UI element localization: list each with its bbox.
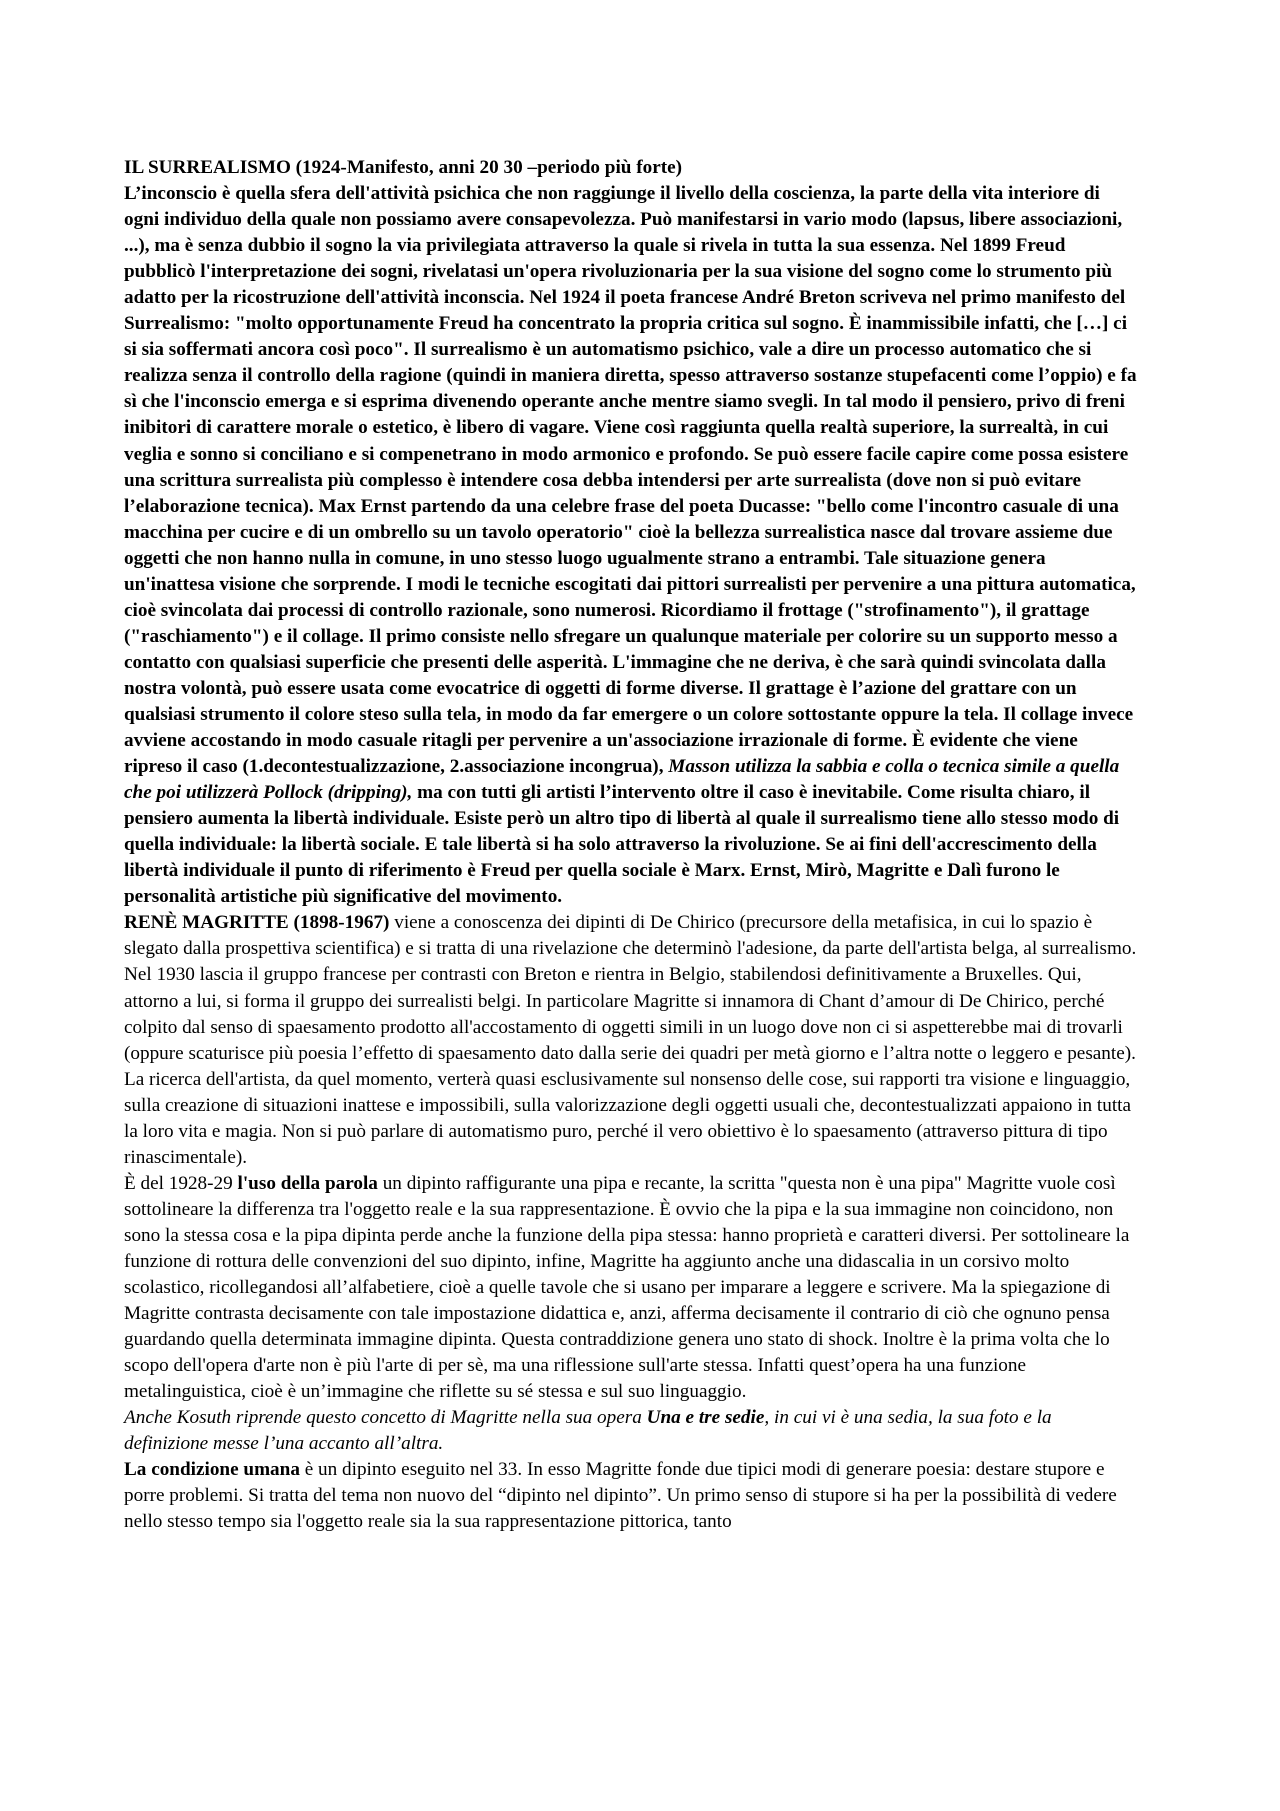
paragraph-magritte	[124, 910, 1138, 1170]
bold-text: l'uso della parola	[237, 1172, 378, 1194]
paragraph-uso-della-parola	[124, 1171, 1138, 1405]
paragraph-text: viene a conoscenza dei dipinti di De Chirico (precursore della metafisica, in cui lo spazio è slegato dalla prospettiva scientifica) e si tratta di una rivelazione che determinò l'adesione, da parte dell'artista belga, al surrealismo. Nel 1930 lascia il gruppo francese per contrasti con Breton e rientra in Belgio, stabilendosi definitivamente a Bruxelles. Qui, attorno a lui, si forma il gruppo dei surrealisti belgi. In particolare Magritte si innamora di Chant d’amour di De Chirico, perché colpito dal senso di spaesamento prodotto all'accostamento di oggetti simili in un luogo dove non ci si aspetterebbe mai di trovarli (oppure scaturisce più poesia l’effetto di spaesamento dato dalla serie dei quadri per metà giorno e l’altra notte o leggero e pesante). La ricerca dell'artista, da quel momento, verterà quasi esclusivamente sul nonsenso delle cose, sui rapporti tra visione e linguaggio, sulla creazione di situazioni inattese e impossibili, sulla valorizzazione degli oggetti usuali che, decontestualizzati appaiono in tutta la loro vita e magia. Non si può parlare di automatismo puro, perché il vero obiettivo è lo spaesamento (attraverso pittura di tipo rinascimentale).	[124, 912, 1137, 1168]
paragraph-kosuth	[124, 1405, 1138, 1457]
section-lead: La condizione umana	[124, 1459, 300, 1481]
italic-text: Masson utilizza la sabbia e colla o tecnica simile a quella che poi utilizzerà Pollock (dripping),	[124, 756, 1120, 804]
paragraph-text: è un dipinto eseguito nel 33. In esso Magritte fonde due tipici modi di generare poesia: destare stupore e porre problemi. Si tratta del tema non nuovo del “dipinto nel dipinto”. Un primo senso di stupore si ha per la possibilità di vedere nello stesso tempo sia l'oggetto reale sia la sua rappresentazione pittorica, tanto	[124, 1459, 1117, 1533]
paragraph-end: , in cui vi è una sedia, la sua foto e la definizione messe l’una accanto all’altra.	[124, 1407, 1052, 1455]
paragraph-text: un dipinto raffigurante una pipa e recante, la scritta "questa non è una pipa" Magritte vuole così sottolineare la differenza tra l'oggetto reale e la sua rappresentazione. È ovvio che la pipa e la sua immagine non coincidono, non sono la stessa cosa e la pipa dipinta perde anche la funzione della pipa stessa: hanno proprietà e caratteri diversi. Per sottolineare la funzione di rottura delle convenzioni del suo dipinto, infine, Magritte ha aggiunto anche una didascalia in un corsivo molto scolastico, ricollegandosi all’alfabetiere, cioè a quelle tavole che si usano per imparare a leggere e scrivere. Ma la spiegazione di Magritte contrasta decisamente con tale impostazione didattica e, anzi, afferma decisamente il contrario di ciò che ognuno pensa guardando quella determinata immagine dipinta. Questa contraddizione genera uno stato di shock. Inoltre è la prima volta che lo scopo dell'opera d'arte non è più l'arte di per sè, ma una riflessione sull'arte stessa. Infatti quest’opera ha una funzione metalinguistica, cioè è un’immagine che riflette su sé stessa e sul suo linguaggio.	[124, 1172, 1130, 1403]
bold-text: Una e tre sedie	[646, 1407, 765, 1429]
paragraph-text-end: ma con tutti gli artisti l’intervento oltre il caso è inevitabile. Come risulta chiaro, il pensiero aumenta la libertà individuale. Esiste però un altro tipo di libertà al quale il surrealismo tiene allo stesso modo di quella individuale: la libertà sociale. E tale libertà si ha solo attraverso la rivoluzione. Se ai fini dell'accrescimento della libertà individuale il punto di riferimento è Freud per quella sociale è Marx. Ernst, Mirò, Magritte e Dalì furono le personalità artistiche più significative del movimento.	[124, 782, 1120, 908]
document-body	[124, 155, 1138, 1535]
paragraph-start: È del 1928-29	[124, 1172, 238, 1194]
paragraph-start: Anche Kosuth riprende questo concetto di Magritte nella sua opera	[124, 1407, 647, 1429]
section-title: IL SURREALISMO	[124, 157, 291, 178]
section-lead: RENÈ MAGRITTE (1898-1967)	[124, 912, 390, 934]
paragraph-condizione-umana	[124, 1457, 1138, 1535]
paragraph-surrealismo	[124, 155, 1138, 910]
section-title-suffix: (1924-Manifesto, anni 20 30 –periodo più forte)	[290, 157, 683, 178]
paragraph-text: L’inconscio è quella sfera dell'attività psichica che non raggiunge il livello della coscienza, la parte della vita interiore di ogni individuo della quale non possiamo avere consapevolezza. Può manifestarsi in vario modo (lapsus, libere associazioni, ...), ma è senza dubbio il sogno la via privilegiata attraverso la quale si rivela in tutta la sua essenza. Nel 1899 Freud pubblicò l'interpretazione dei sogni, rivelatasi un'opera rivoluzionaria per la sua visione del sogno come lo strumento più adatto per la ricostruzione dell'attività inconscia. Nel 1924 il poeta francese André Breton scriveva nel primo manifesto del Surrealismo: "molto opportunamente Freud ha concentrato la propria critica sul sogno. È inammissibile infatti, che […] ci si sia soffermati ancora così poco". Il surrealismo è un automatismo psichico, vale a dire un processo automatico che si realizza senza il controllo della ragione (quindi in maniera diretta, spesso attraverso sostanze stupefacenti come l’oppio) e fa sì che l'inconscio emerga e si esprima divenendo operante anche mentre siamo svegli. In tal modo il pensiero, privo di freni inibitori di carattere morale o estetico, è libero di vagare. Viene così raggiunta quella realtà superiore, la surrealtà, in cui veglia e sonno si conciliano e si compenetrano in modo armonico e profondo. Se può essere facile capire come possa esistere una scrittura surrealista più complesso è intendere cosa debba intendersi per arte surrealista (dove non si può evitare l’elaborazione tecnica). Max Ernst partendo da una celebre frase del poeta Ducasse: "bello come l'incontro casuale di una macchina per cucire e di un ombrello su un tavolo operatorio" cioè la bellezza surrealistica nasce dal trovare assieme due oggetti che non hanno nulla in comune, in uno stesso luogo ugualmente strano a entrambi. Tale situazione genera un'inattesa visione che sorprende. I modi le tecniche escogitati dai pittori surrealisti per pervenire a una pittura automatica, cioè svincolata dai processi di controllo razionale, sono numerosi. Ricordiamo il frottage ("strofinamento"), il grattage ("raschiamento") e il collage. Il primo consiste nello sfregare un qualunque materiale per colorire su un supporto messo a contatto con qualsiasi superficie che presenti delle asperità. L'immagine che ne deriva, è che sarà quindi svincolata dalla nostra volontà, può essere usata come evocatrice di oggetti di forme diverse. Il grattage è l’azione del grattare con un qualsiasi strumento il colore steso sulla tela, in modo da far emergere o un colore sottostante oppure la tela. Il collage invece avviene accostando in modo casuale ritagli per pervenire a un'associazione irrazionale di forme. È evidente che viene ripreso il caso (1.decontestualizzazione, 2.associazione incongrua),	[124, 183, 1137, 778]
